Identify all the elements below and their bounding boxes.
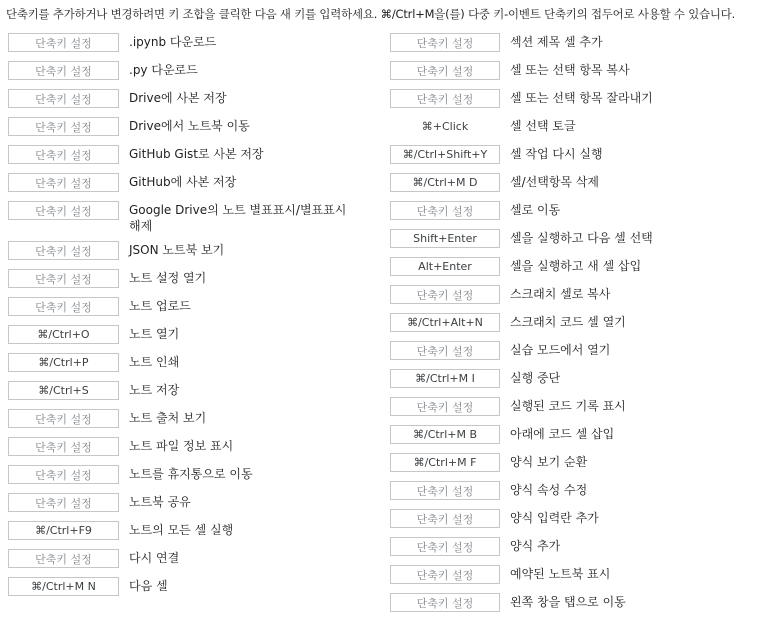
shortcut-row: [390, 312, 773, 340]
shortcut-row: [8, 32, 388, 60]
shortcut-action-label: 양식 속성 수정: [510, 483, 588, 497]
shortcut-action-label: 셀로 이동: [510, 203, 561, 217]
shortcut-key-button[interactable]: ⌘+Click: [390, 117, 500, 136]
shortcut-row: [390, 228, 773, 256]
shortcut-action-label: JSON 노트북 보기: [129, 243, 225, 257]
shortcut-key-button[interactable]: 단축키 설정: [390, 33, 500, 52]
shortcut-action-label: 섹션 제목 셀 추가: [510, 35, 603, 49]
shortcut-action-label: GitHub에 사본 저장: [129, 175, 237, 189]
shortcut-row: [390, 452, 773, 480]
shortcut-row: [390, 284, 773, 312]
shortcut-key-button[interactable]: 단축키 설정: [8, 33, 119, 52]
shortcut-key-button[interactable]: 단축키 설정: [390, 341, 500, 360]
shortcut-key-button[interactable]: 단축키 설정: [390, 537, 500, 556]
shortcut-row: [8, 268, 388, 296]
shortcut-action-label: 노트 인쇄: [129, 355, 180, 369]
shortcut-key-button[interactable]: ⌘/Ctrl+Shift+Y: [390, 145, 500, 164]
shortcut-action-label: 다시 연결: [129, 551, 180, 565]
shortcut-action-label: 노트 파일 정보 표시: [129, 439, 234, 453]
shortcut-row: [390, 508, 773, 536]
shortcut-key-button[interactable]: ⌘/Ctrl+M D: [390, 173, 500, 192]
shortcut-key-button[interactable]: 단축키 설정: [8, 437, 119, 456]
shortcut-key-button[interactable]: ⌘/Ctrl+M I: [390, 369, 500, 388]
shortcut-key-button[interactable]: 단축키 설정: [8, 409, 119, 428]
shortcut-action-label: 실습 모드에서 열기: [510, 343, 611, 357]
shortcut-row: [390, 368, 773, 396]
shortcut-list-left: [8, 32, 388, 604]
shortcut-action-label: GitHub Gist로 사본 저장: [129, 147, 264, 161]
shortcut-row: [8, 380, 388, 408]
shortcut-row: [8, 548, 388, 576]
shortcut-row: [8, 144, 388, 172]
shortcut-row: [390, 564, 773, 592]
shortcut-action-label: 셀을 실행하고 다음 셀 선택: [510, 231, 653, 245]
shortcut-row: [8, 240, 388, 268]
shortcut-action-label: 노트의 모든 셀 실행: [129, 523, 234, 537]
shortcut-key-button[interactable]: Alt+Enter: [390, 257, 500, 276]
shortcut-action-label: .py 다운로드: [129, 63, 198, 77]
shortcut-action-label: Google Drive의 노트 별표표시/별표표시 해제: [129, 203, 347, 233]
shortcut-row: [8, 200, 388, 240]
shortcut-action-label: 양식 입력란 추가: [510, 511, 599, 525]
shortcut-action-label: 노트 설정 열기: [129, 271, 207, 285]
shortcut-row: [390, 32, 773, 60]
shortcut-row: [8, 324, 388, 352]
shortcut-action-label: 실행 중단: [510, 371, 561, 385]
shortcut-action-label: 양식 보기 순환: [510, 455, 588, 469]
shortcut-action-label: 아래에 코드 셀 삽입: [510, 427, 615, 441]
shortcut-row: [8, 576, 388, 604]
shortcut-list-right: [390, 32, 773, 620]
shortcut-action-label: 실행된 코드 기록 표시: [510, 399, 626, 413]
shortcut-row: [8, 172, 388, 200]
shortcut-row: [390, 116, 773, 144]
shortcut-key-button[interactable]: 단축키 설정: [8, 201, 119, 220]
shortcut-row: [390, 340, 773, 368]
shortcut-row: [8, 492, 388, 520]
shortcut-key-button[interactable]: 단축키 설정: [8, 241, 119, 260]
shortcut-key-button[interactable]: ⌘/Ctrl+Alt+N: [390, 313, 500, 332]
shortcut-action-label: 노트북 공유: [129, 495, 191, 509]
shortcut-key-button[interactable]: ⌘/Ctrl+F9: [8, 521, 119, 540]
shortcut-row: [390, 144, 773, 172]
shortcut-key-button[interactable]: 단축키 설정: [390, 89, 500, 108]
shortcut-row: [390, 592, 773, 620]
shortcut-key-button[interactable]: 단축키 설정: [390, 285, 500, 304]
shortcut-action-label: 노트 열기: [129, 327, 180, 341]
shortcut-action-label: 셀 작업 다시 실행: [510, 147, 603, 161]
shortcut-row: [390, 172, 773, 200]
shortcut-action-label: 다음 셀: [129, 579, 168, 593]
shortcut-row: [390, 536, 773, 564]
shortcut-key-button[interactable]: 단축키 설정: [8, 61, 119, 80]
shortcut-row: [390, 60, 773, 88]
shortcut-action-label: 노트 출처 보기: [129, 411, 207, 425]
shortcut-action-label: 노트를 휴지통으로 이동: [129, 467, 253, 481]
shortcut-key-button[interactable]: 단축키 설정: [390, 397, 500, 416]
shortcut-key-button[interactable]: 단축키 설정: [8, 173, 119, 192]
shortcut-action-label: Drive에 사본 저장: [129, 91, 227, 105]
shortcut-action-label: 셀 또는 선택 항목 복사: [510, 63, 630, 77]
shortcut-action-label: 예약된 노트북 표시: [510, 567, 611, 581]
shortcut-key-button[interactable]: 단축키 설정: [390, 481, 500, 500]
shortcut-row: [390, 88, 773, 116]
shortcut-row: [8, 408, 388, 436]
shortcut-row: [8, 520, 388, 548]
shortcut-key-button[interactable]: ⌘/Ctrl+M B: [390, 425, 500, 444]
shortcut-action-label: 셀 또는 선택 항목 잘라내기: [510, 91, 653, 105]
shortcut-key-button[interactable]: ⌘/Ctrl+P: [8, 353, 119, 372]
shortcut-action-label: .ipynb 다운로드: [129, 35, 217, 49]
shortcut-row: [8, 464, 388, 492]
shortcut-row: [390, 424, 773, 452]
shortcut-row: [390, 256, 773, 284]
shortcut-key-button[interactable]: 단축키 설정: [390, 565, 500, 584]
shortcut-key-button[interactable]: 단축키 설정: [8, 269, 119, 288]
shortcut-key-button[interactable]: ⌘/Ctrl+O: [8, 325, 119, 344]
shortcut-key-button[interactable]: 단축키 설정: [390, 61, 500, 80]
shortcut-key-button[interactable]: 단축키 설정: [390, 593, 500, 612]
shortcut-key-button[interactable]: ⌘/Ctrl+M N: [8, 577, 119, 596]
shortcut-key-button[interactable]: 단축키 설정: [8, 493, 119, 512]
shortcut-action-label: 양식 추가: [510, 539, 561, 553]
shortcut-row: [390, 396, 773, 424]
shortcut-action-label: 스크래치 코드 셀 열기: [510, 315, 626, 329]
shortcut-key-button[interactable]: 단축키 설정: [390, 201, 500, 220]
shortcut-action-label: 노트 업로드: [129, 299, 191, 313]
shortcut-key-button[interactable]: 단축키 설정: [8, 465, 119, 484]
shortcut-key-button[interactable]: Shift+Enter: [390, 229, 500, 248]
shortcut-key-button[interactable]: 단축키 설정: [8, 145, 119, 164]
shortcut-key-button[interactable]: ⌘/Ctrl+S: [8, 381, 119, 400]
shortcut-key-button[interactable]: 단축키 설정: [8, 117, 119, 136]
shortcut-key-button[interactable]: 단축키 설정: [8, 297, 119, 316]
shortcut-key-button[interactable]: 단축키 설정: [8, 89, 119, 108]
shortcut-row: [8, 352, 388, 380]
shortcut-action-label: 셀을 실행하고 새 셀 삽입: [510, 259, 642, 273]
shortcut-row: [8, 116, 388, 144]
shortcut-key-button[interactable]: 단축키 설정: [390, 509, 500, 528]
shortcut-action-label: 노트 저장: [129, 383, 180, 397]
shortcut-action-label: 셀/선택항목 삭제: [510, 175, 600, 189]
shortcut-action-label: 왼쪽 창을 탭으로 이동: [510, 595, 626, 609]
shortcut-action-label: 스크래치 셀로 복사: [510, 287, 611, 301]
shortcut-row: [8, 296, 388, 324]
shortcut-action-label: 셀 선택 토글: [510, 119, 576, 133]
shortcut-key-button[interactable]: ⌘/Ctrl+M F: [390, 453, 500, 472]
shortcut-action-label: Drive에서 노트북 이동: [129, 119, 250, 133]
shortcut-row: [390, 200, 773, 228]
shortcut-row: [8, 88, 388, 116]
shortcut-row: [8, 436, 388, 464]
shortcut-instructions: 단축키를 추가하거나 변경하려면 키 조합을 클릭한 다음 새 키를 입력하세요. ⌘/Ctrl+M을(를) 다중 키-이벤트 단축키의 접두어로 사용할 수 있습니다.: [6, 7, 736, 21]
shortcut-row: [390, 480, 773, 508]
shortcut-row: [8, 60, 388, 88]
shortcut-key-button[interactable]: 단축키 설정: [8, 549, 119, 568]
